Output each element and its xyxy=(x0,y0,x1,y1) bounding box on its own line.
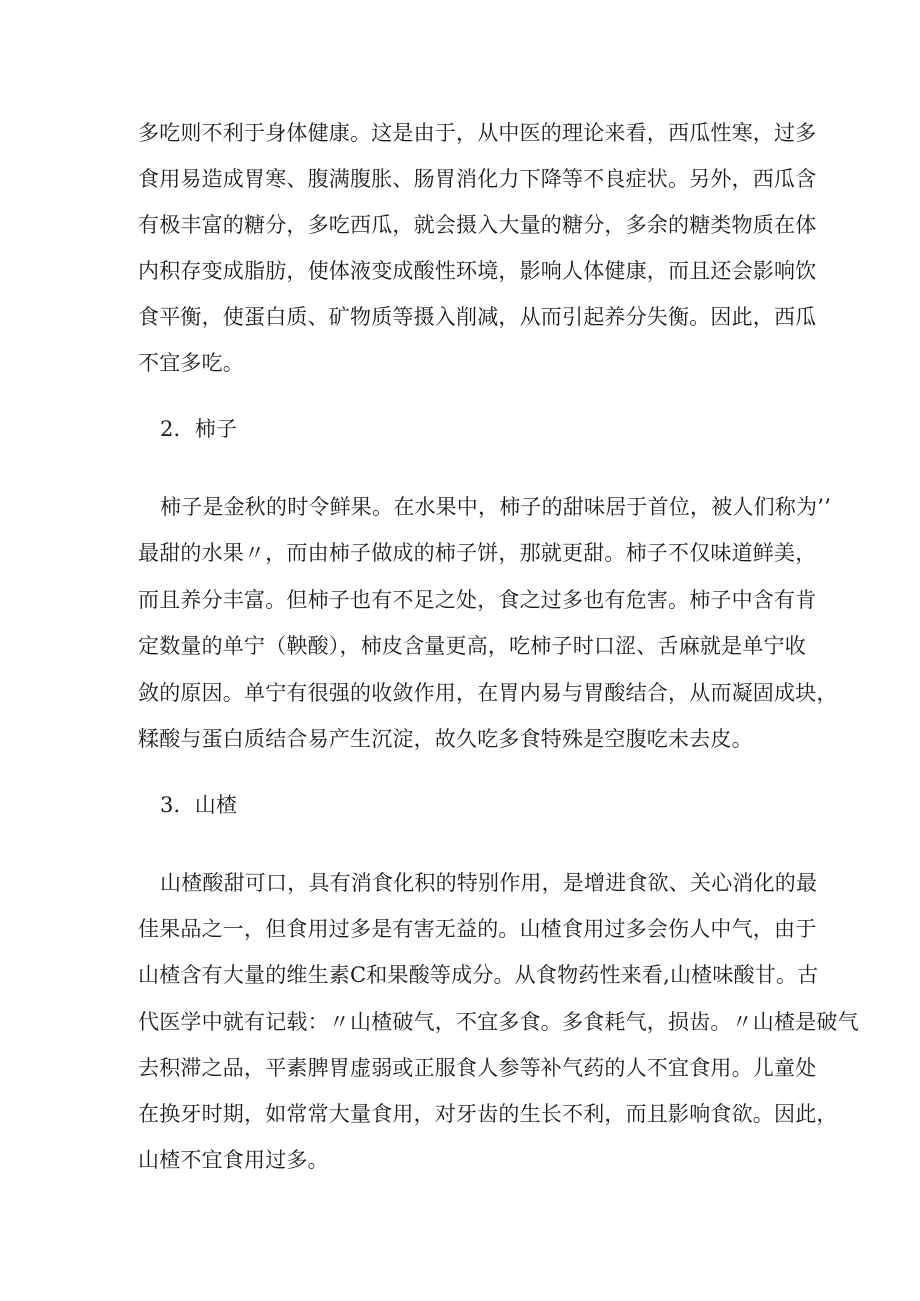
paragraph-2-line-2: 最甜的水果〃，而由柿子做成的柿子饼，那就更甜。柿子不仅味道鲜美， xyxy=(138,541,817,565)
paragraph-1-line-1: 多吃则不利于身体健康。这是由于，从中医的理论来看，西瓜性寒，过多 xyxy=(138,121,817,145)
paragraph-3-line-6: 在换牙时期，如常常大量食用，对牙齿的生长不利，而且影响食欲。因此， xyxy=(138,1102,838,1126)
paragraph-2-line-4: 定数量的单宁（鞅酸），柿皮含量更高，吃柿子时口涩、舌麻就是单宁收 xyxy=(138,634,806,658)
paragraph-1-line-6: 不宜多吃。 xyxy=(138,351,244,375)
paragraph-3-line-2: 佳果品之一，但食用过多是有害无益的。山楂食用过多会伤人中气，由于 xyxy=(138,917,817,941)
paragraph-1-line-2: 食用易造成胃寒、腹满腹胀、肠胃消化力下降等不良症状。另外，西瓜含 xyxy=(138,167,817,191)
paragraph-1-line-3: 有极丰富的糖分，多吃西瓜，就会摄入大量的糖分，多余的糖类物质在体 xyxy=(138,213,817,237)
paragraph-3-line-7: 山楂不宜食用过多。 xyxy=(138,1148,329,1172)
paragraph-2-line-6: 糅酸与蛋白质结合易产生沉淀，故久吃多食特殊是空腹吃未去皮。 xyxy=(138,727,753,751)
paragraph-3-line-1: 山楂酸甜可口，具有消食化积的特别作用，是增进食欲、关心消化的最 xyxy=(160,871,818,895)
paragraph-2-line-5: 敛的原因。单宁有很强的收敛作用，在胃内易与胃酸结合，从而凝固成块， xyxy=(138,681,838,705)
section-heading-persimmon: 2．柿子 xyxy=(160,417,238,441)
paragraph-1-line-5: 食平衡，使蛋白质、矿物质等摄入削减，从而引起养分失衡。因此，西瓜 xyxy=(138,305,817,329)
paragraph-2-line-1: 柿子是金秋的时令鲜果。在水果中，柿子的甜味居于首位，被人们称为’’ xyxy=(160,495,831,519)
paragraph-2-line-3: 而且养分丰富。但柿子也有不足之处，食之过多也有危害。柿子中含有肯 xyxy=(138,588,817,612)
section-heading-hawthorn: 3．山楂 xyxy=(160,793,238,817)
paragraph-3-line-5: 去积滞之品，平素脾胃虚弱或正服食人参等补气药的人不宜食用。儿童处 xyxy=(138,1056,817,1080)
paragraph-3-line-3: 山楂含有大量的维生素C和果酸等成分。从食物药性来看,山楂味酸甘。古 xyxy=(138,963,819,987)
paragraph-1-line-4: 内积存变成脂肪，使体液变成酸性环境，影响人体健康，而且还会影响饮 xyxy=(138,259,817,283)
paragraph-3-line-4: 代医学中就有记载：〃山楂破气，不宜多食。多食耗气，损齿。〃山楂是破气 xyxy=(138,1010,859,1034)
